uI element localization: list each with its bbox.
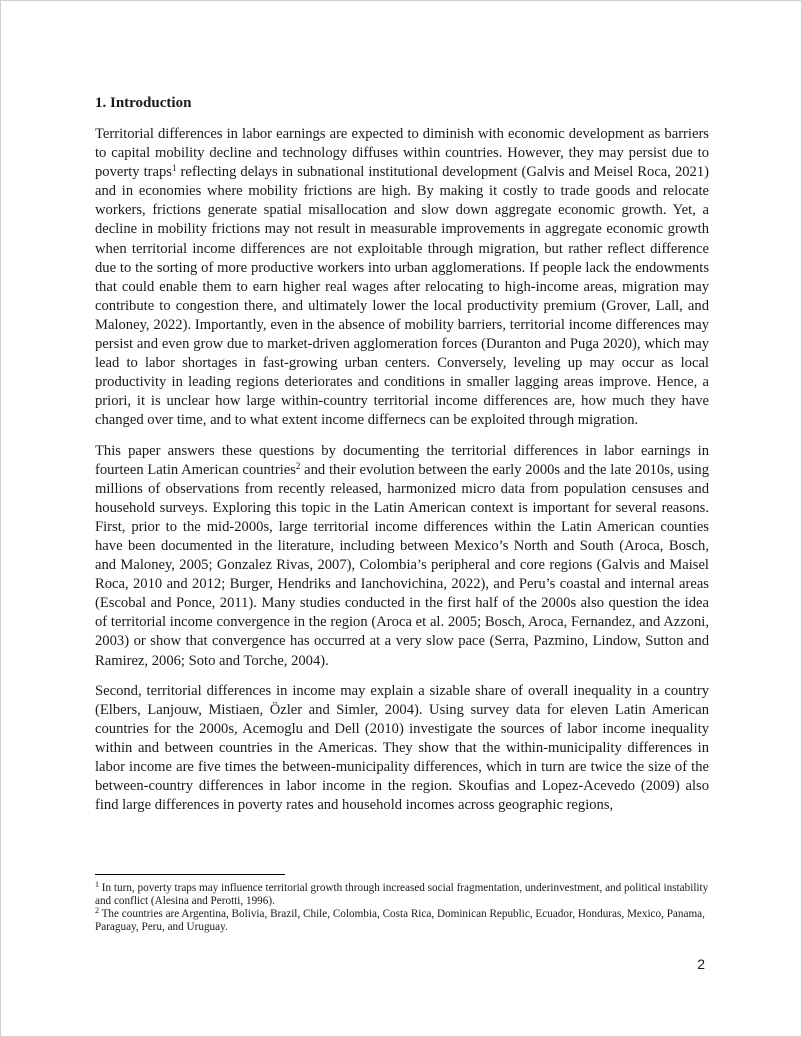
footnote-mark-1: 1 — [95, 880, 99, 889]
footnote-1-text: In turn, poverty traps may influence territorial growth through increased social fragmentation, underinvestment, and political instability and conflict (Alesina and Perotti, 1996). — [95, 882, 709, 907]
paragraph-2-text-b: and their evolution between the early 2000s and the late 2010s, using millions of observations from recently released, harmonized micro data from population censuses and household surveys. Exploring this topic in the Latin American context is important for several reasons. First, prior to the mid-2000s, large territorial income differences within the Latin American counties have been documented in the literature, including between Mexico’s North and South (Aroca, Bosch, and Maloney, 2005; Gonzalez Rivas, 2007), Colombia’s peripheral and core regions (Galvis and Maisel Roca, 2010 and 2012; Burger, Hendriks and Ianchovichina, 2022), and Peru’s coastal and internal areas (Escobal and Ponce, 2011). Many studies conducted in the first half of the 2000s also question the idea of territorial income convergence in the region (Aroca et al. 2005; Bosch, Aroca, Fernandez, and Azzoni, 2003) or show that convergence has occurred at a very slow pace (Serra, Pazmino, Lindow, Sutton and Ramirez, 2006; Soto and Torche, 2004). — [95, 461, 709, 669]
paragraph-1-text-a: Territorial differences in labor earnings are expected to diminish with economic development as barriers to capital mobility decline and technology diffuses within countries. However, they may persist due to poverty traps — [95, 126, 709, 181]
footnote-ref-2[interactable]: 2 — [295, 460, 301, 471]
footnote-2 — [95, 908, 709, 934]
footnote-ref-1[interactable]: 1 — [171, 163, 177, 174]
footnotes — [95, 882, 709, 934]
paragraph-1-text-b: reflecting delays in subnational institutional development (Galvis and Meisel Roca, 2021) and in economies where mobility frictions are high. By making it costly to trade goods and relocate workers, frictions generate spatial misallocation and slow down aggregate economic growth. Yet, a decline in mobility frictions may not result in measurable improvements in aggregate economic growth when territorial income differences are not exploitable through migration, but rather reflect difference due to the sorting of more productive workers into urban agglomerations. If people lack the endowments that could enable them to earn higher real wages after relocating to high-income areas, migration may contribute to congestion there, and ultimately lower the local productivity premium (Grover, Lall, and Maloney, 2022). Importantly, even in the absence of mobility barriers, territorial income differences may persist and even grow due to market-driven agglomeration forces (Duranton and Puga 2020), which may lead to labor shortages in fast-growing urban centers. Conversely, leveling up may occur as local productivity in leading regions deteriorates and conditions in smaller lagging areas improve. Hence, a priori, it is unclear how large within-country territorial income differences are, how much they have changed over time, and to what extent income differnecs can be exploited through migration. — [95, 164, 709, 429]
paragraph-3-text: Second, territorial differences in income may explain a sizable share of overall inequality in a country (Elbers, Lanjouw, Mistiaen, Özler and Simler, 2004). Using survey data for eleven Latin American countries for the 2000s, Acemoglu and Dell (2010) investigate the sources of labor income inequality within and between countries in the Americas. They show that the within-municipality differences in labor income are five times the between-municipality differences, which in turn are twice the size of the between-country differences in labor income in the region. Skoufias and Lopez-Acevedo (2009) also find large differences in poverty rates and household incomes across geographic regions, — [95, 682, 709, 814]
page-number: 2 — [697, 956, 705, 972]
paragraph-2 — [95, 442, 709, 671]
footnote-mark-2: 2 — [95, 906, 99, 915]
footnote-divider — [95, 874, 285, 875]
paragraph-2-text-a: This paper answers these questions by documenting the territorial differences in labor earnings in fourteen Latin American countries — [95, 442, 709, 478]
body-text — [95, 125, 709, 826]
footnote-1 — [95, 882, 709, 908]
paragraph-1 — [95, 125, 709, 431]
footnote-2-text: The countries are Argentina, Bolivia, Brazil, Chile, Colombia, Costa Rica, Dominican Republic, Ecuador, Honduras, Mexico, Panama, Paraguay, Peru, and Uruguay. — [95, 908, 705, 933]
section-heading: 1. Introduction — [95, 95, 192, 111]
paragraph-3 — [95, 682, 709, 816]
